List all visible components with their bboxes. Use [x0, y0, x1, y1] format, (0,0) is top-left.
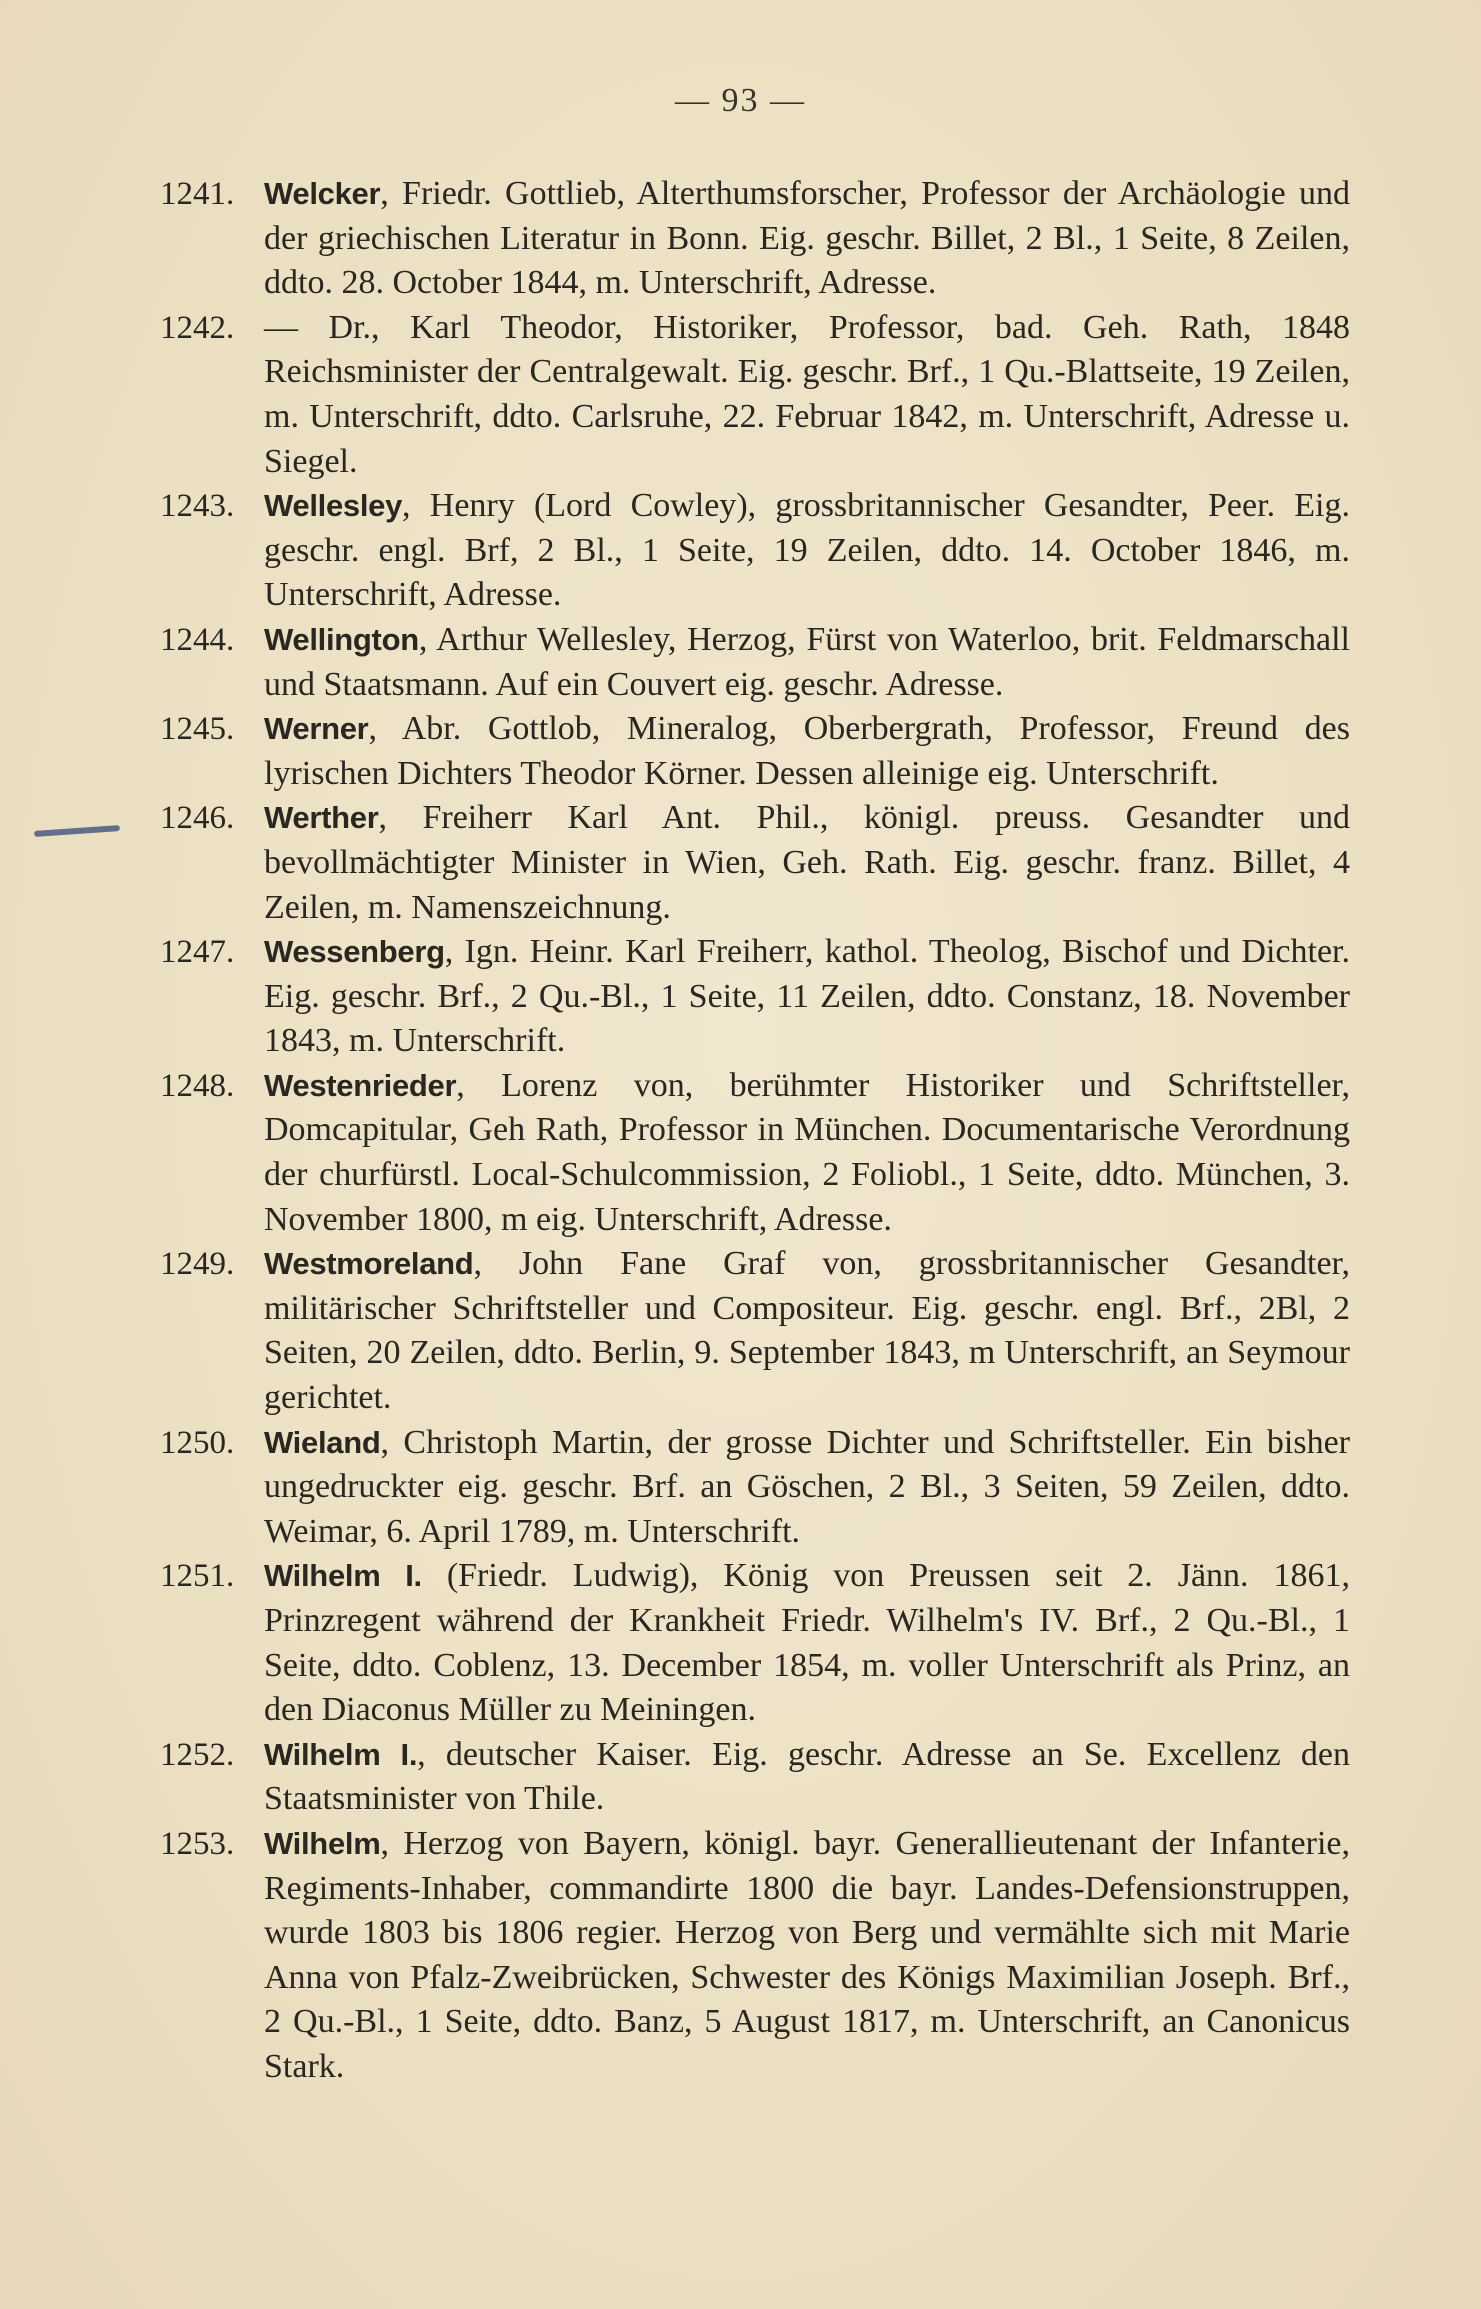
entry-number: 1248. — [160, 1067, 235, 1104]
entry-name: Werther — [264, 800, 379, 836]
entry-number: 1246. — [160, 800, 235, 837]
entry-description: , Freiherr Karl Ant. Phil., königl. preuss. Gesandter und bevollmächtigter Minister in Wien, Geh. Rath. Eig. geschr. franz. Billet, 4 Zeilen, m. Namenszeichnung. — [264, 799, 1350, 926]
catalog-entry — [160, 618, 1350, 707]
catalog-entry — [160, 1733, 1350, 1822]
entry-description: , Friedr. Gottlieb, Alterthumsforscher, Professor der Archäologie und der griechischen Literatur in Bonn. Eig. geschr. Billet, 2 Bl., 1 Seite, 8 Zeilen, ddto. 28. October 1844, m. Unterschrift, Adresse. — [264, 175, 1350, 302]
entry-description: , Ign. Heinr. Karl Freiherr, kathol. Theolog, Bischof und Dichter. Eig. geschr. Brf., 2 Qu.-Bl., 1 Seite, 11 Zeilen, ddto. Constanz, 18. November 1843, m. Unterschrift. — [264, 933, 1350, 1060]
catalog-entry — [160, 1064, 1350, 1242]
catalog-entry — [160, 1554, 1350, 1732]
entry-name: Wellesley — [264, 488, 403, 524]
entry-description: , Arthur Wellesley, Herzog, Fürst von Waterloo, brit. Feldmarschall und Staatsmann. Auf ein Couvert eig. geschr. Adresse. — [264, 620, 1350, 703]
catalog-entry — [160, 306, 1350, 484]
entry-number: 1245. — [160, 711, 235, 748]
catalog-entry — [160, 172, 1350, 306]
entry-description: (Friedr. Ludwig), König von Preussen seit 2. Jänn. 1861, Prinzregent während der Krankheit Friedr. Wilhelm's IV. Brf., 2 Qu.-Bl., 1 Seite, ddto. Coblenz, 13. December 1854, m. voller Unterschrift als Prinz, an den Diaconus Müller zu Meiningen. — [264, 1557, 1350, 1729]
entry-description: , Lorenz von, berühmter Historiker und Schriftsteller, Domcapitular, Geh Rath, Professor in München. Documentarische Verordnung der churfürstl. Local-Schulcommission, 2 Foliobl., 1 Seite, ddto. München, 3. November 1800, m eig. Unterschrift, Adresse. — [264, 1066, 1350, 1238]
catalog-entry — [160, 484, 1350, 618]
entry-number: 1251. — [160, 1558, 235, 1595]
entry-name: Wellington — [264, 621, 419, 657]
entry-name: Werner — [264, 711, 369, 747]
entry-description: — Dr., Karl Theodor, Historiker, Professor, bad. Geh. Rath, 1848 Reichsminister der Centralgewalt. Eig. geschr. Brf., 1 Qu.-Blattseite, 19 Zeilen, m. Unterschrift, ddto. Carlsruhe, 22. Februar 1842, m. Unterschrift, Adresse u. Siegel. — [264, 308, 1350, 480]
entry-number: 1242. — [160, 309, 235, 346]
entry-number: 1241. — [160, 176, 235, 212]
entry-number: 1244. — [160, 621, 235, 658]
page-number: — 93 — — [675, 82, 806, 119]
entry-name: Wilhelm I. — [264, 1558, 422, 1594]
catalog-entry — [160, 1822, 1350, 2090]
entry-number: 1253. — [160, 1825, 235, 1862]
entry-name: Westmoreland — [264, 1246, 474, 1282]
entry-name: Wilhelm I. — [264, 1736, 418, 1772]
entry-name: Wilhelm — [264, 1825, 381, 1861]
entry-number: 1250. — [160, 1424, 235, 1461]
entry-name: Wieland — [264, 1424, 381, 1460]
catalog-entry — [160, 796, 1350, 930]
catalog-entry — [160, 1421, 1350, 1555]
entry-number: 1252. — [160, 1736, 235, 1773]
entry-list — [160, 172, 1350, 2090]
entry-description: , deutscher Kaiser. Eig. geschr. Adresse an Se. Excellenz den Staatsminister von Thile. — [264, 1735, 1351, 1818]
entry-number: 1243. — [160, 488, 235, 525]
entry-description: , John Fane Graf von, grossbritannischer Gesandter, militärischer Schriftsteller und Compositeur. Eig. geschr. engl. Brf., 2Bl, 2 Seiten, 20 Zeilen, ddto. Berlin, 9. September 1843, m Unterschrift, an Seymour gerichtet. — [264, 1245, 1350, 1417]
entry-number: 1249. — [160, 1246, 235, 1283]
catalog-entry — [160, 1242, 1350, 1420]
pencil-margin-mark — [34, 825, 120, 837]
catalog-entry — [160, 930, 1350, 1064]
entry-number: 1247. — [160, 934, 235, 971]
entry-description: , Herzog von Bayern, königl. bayr. Generallieutenant der Infanterie, Regiments-Inhaber, commandirte 1800 die bayr. Landes-Defensionstruppen, wurde 1803 bis 1806 regier. Herzog von Berg und vermählte sich mit Marie Anna von Pfalz-Zweibrücken, Schwester des Königs Maximilian Joseph. Brf., 2 Qu.-Bl., 1 Seite, ddto. Banz, 5 August 1817, m. Unterschrift, an Canonicus Stark. — [264, 1824, 1350, 2085]
entry-name: Wessenberg — [264, 934, 445, 970]
entry-description: , Henry (Lord Cowley), grossbritannischer Gesandter, Peer. Eig. geschr. engl. Brf, 2 Bl., 1 Seite, 19 Zeilen, ddto. 14. October 1846, m. Unterschrift, Adresse. — [264, 487, 1350, 614]
entry-description: , Abr. Gottlob, Mineralog, Oberbergrath, Professor, Freund des lyrischen Dichters Theodor Körner. Dessen alleinige eig. Unterschrift. — [264, 710, 1350, 792]
entry-name: Westenrieder — [264, 1067, 457, 1103]
entry-description: , Christoph Martin, der grosse Dichter und Schriftsteller. Ein bisher ungedruckter eig. geschr. Brf. an Göschen, 2 Bl., 3 Seiten, 59 Zeilen, ddto. Weimar, 6. April 1789, m. Unterschrift. — [264, 1423, 1350, 1550]
entry-name: Welcker — [264, 176, 381, 211]
catalog-entry — [160, 707, 1350, 796]
